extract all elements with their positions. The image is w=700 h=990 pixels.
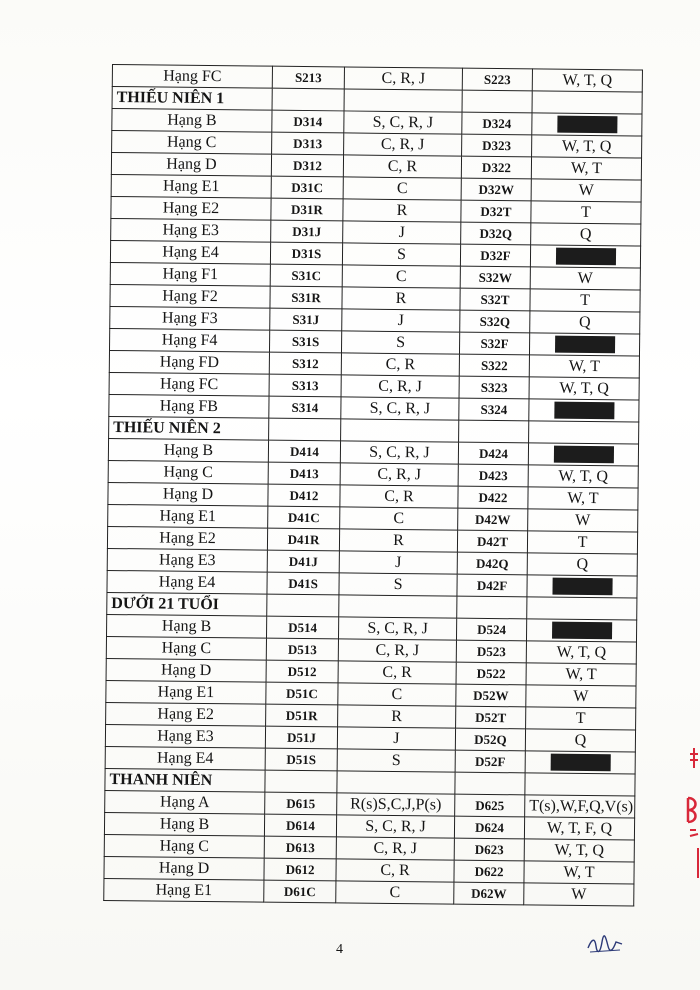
code-primary: D51S (265, 748, 337, 771)
empty-cell (532, 91, 642, 114)
code-primary: S213 (272, 66, 344, 89)
code-primary: D41R (267, 528, 339, 551)
redaction-box (554, 336, 614, 354)
code-secondary: D323 (462, 134, 532, 157)
empty-cell (457, 596, 527, 619)
equipment-primary: C, R (338, 661, 456, 684)
equipment-secondary: W, T, Q (524, 839, 634, 862)
rank-name: Hạng B (107, 614, 267, 638)
equipment-secondary: W, T (529, 355, 639, 378)
equipment-secondary (530, 245, 640, 268)
equipment-secondary (529, 399, 639, 422)
empty-cell (339, 595, 457, 618)
code-secondary: D52T (456, 706, 526, 729)
rank-name: Hạng C (108, 460, 268, 484)
code-secondary: D422 (458, 486, 528, 509)
empty-cell (267, 594, 339, 617)
equipment-secondary (529, 333, 639, 356)
equipment-secondary: W, T, Q (532, 135, 642, 158)
rank-name: Hạng E4 (110, 240, 270, 264)
rank-name: Hạng D (111, 153, 271, 177)
rank-name: Hạng E2 (107, 526, 267, 550)
redaction-box (555, 248, 615, 266)
equipment-primary: C (340, 507, 458, 530)
section-title: THIẾU NIÊN 2 (109, 416, 269, 440)
equipment-secondary: W, T (524, 861, 634, 884)
empty-cell (462, 90, 532, 113)
rank-name: Hạng C (112, 131, 272, 155)
code-secondary: D42T (457, 530, 527, 553)
code-secondary: D52Q (455, 728, 525, 751)
equipment-primary: R (343, 199, 461, 222)
equipment-primary: S, C, R, J (341, 397, 459, 420)
code-primary: D61C (264, 880, 336, 903)
empty-cell (344, 89, 462, 112)
page-number: 4 (336, 942, 343, 957)
rank-name: Hạng FC (109, 372, 269, 396)
code-primary: D51C (266, 682, 338, 705)
equipment-primary: C, R (343, 155, 461, 178)
code-secondary: D625 (455, 794, 525, 817)
redaction-box (550, 754, 610, 772)
code-secondary: D42F (457, 574, 527, 597)
equipment-primary: S, C, R, J (340, 441, 458, 464)
rank-name: Hạng FD (109, 350, 269, 374)
signature-mark (586, 934, 626, 956)
rank-name: Hạng D (106, 658, 266, 682)
section-title: THIẾU NIÊN 1 (112, 87, 272, 111)
code-primary: S31J (270, 308, 342, 331)
rank-name: Hạng F1 (110, 262, 270, 286)
rank-name: Hạng F4 (109, 328, 269, 352)
equipment-primary: C, R, J (344, 67, 462, 90)
empty-cell (272, 88, 344, 111)
code-primary: D31J (271, 220, 343, 243)
equipment-secondary: W, T, Q (532, 69, 642, 92)
code-secondary: S323 (459, 376, 529, 399)
code-secondary: D52F (455, 750, 525, 773)
equipment-primary: R (338, 705, 456, 728)
code-secondary: D522 (456, 662, 526, 685)
equipment-primary: S, C, R, J (336, 815, 454, 838)
rank-name: Hạng B (112, 109, 272, 133)
code-primary: D312 (271, 154, 343, 177)
equipment-secondary: W, T (526, 663, 636, 686)
equipment-primary: C (338, 683, 456, 706)
rank-name: Hạng FB (109, 394, 269, 418)
code-secondary: S32F (459, 332, 529, 355)
red-stamp-fragment (672, 748, 700, 878)
rank-name: Hạng E3 (105, 724, 265, 748)
empty-cell (337, 771, 455, 794)
code-secondary: S32W (460, 266, 530, 289)
empty-cell (265, 770, 337, 793)
section-title: DƯỚI 21 TUỔI (107, 592, 267, 616)
equipment-primary: S, C, R, J (338, 617, 456, 640)
rank-name: Hạng E1 (106, 680, 266, 704)
equipment-secondary: W (526, 685, 636, 708)
empty-cell (527, 597, 637, 620)
equipment-primary: S (339, 573, 457, 596)
equipment-secondary: T (527, 531, 637, 554)
rank-name: Hạng E1 (111, 174, 271, 198)
empty-cell (525, 773, 635, 796)
rank-name: Hạng D (108, 482, 268, 506)
code-primary: D31R (271, 198, 343, 221)
code-primary: S313 (269, 374, 341, 397)
code-primary: D51R (266, 704, 338, 727)
rank-name: Hạng F3 (110, 306, 270, 330)
rank-name: Hạng E2 (111, 196, 271, 220)
table-body (104, 65, 643, 907)
equipment-secondary: W, T, Q (528, 465, 638, 488)
equipment-primary: C (343, 177, 461, 200)
rank-name: Hạng E1 (104, 878, 264, 902)
code-primary: S314 (269, 396, 341, 419)
equipment-secondary: W (528, 509, 638, 532)
code-primary: D41S (267, 572, 339, 595)
empty-cell (341, 419, 459, 442)
equipment-primary: R(s)S,C,J,P(s) (337, 793, 455, 816)
rank-name: Hạng C (106, 636, 266, 660)
code-secondary: S32T (460, 288, 530, 311)
equipment-primary: J (343, 221, 461, 244)
rank-name: Hạng B (108, 438, 268, 462)
code-secondary: D42W (458, 508, 528, 531)
code-secondary: D524 (456, 618, 526, 641)
code-primary: S31C (270, 264, 342, 287)
redaction-box (554, 402, 614, 420)
code-secondary: S322 (459, 354, 529, 377)
equipment-primary: R (342, 287, 460, 310)
code-primary: D41J (267, 550, 339, 573)
code-primary: D51J (265, 726, 337, 749)
rank-name: Hạng F2 (110, 284, 270, 308)
code-primary: D615 (265, 792, 337, 815)
equipment-primary: C, R (340, 485, 458, 508)
rank-name: Hạng D (104, 856, 264, 880)
empty-cell (529, 421, 639, 444)
code-primary: D313 (272, 132, 344, 155)
code-secondary: S32Q (460, 310, 530, 333)
redaction-box (553, 446, 613, 464)
equipment-secondary: W (530, 267, 640, 290)
empty-cell (455, 772, 525, 795)
code-primary: D612 (264, 858, 336, 881)
equipment-primary: S, C, R, J (344, 111, 462, 134)
equipment-primary: J (342, 309, 460, 332)
code-secondary: D424 (458, 442, 528, 465)
code-primary: D414 (268, 440, 340, 463)
code-primary: S31R (270, 286, 342, 309)
code-secondary: D32T (461, 200, 531, 223)
equipment-primary: C (336, 881, 454, 904)
empty-cell (269, 418, 341, 441)
equipment-primary: J (339, 551, 457, 574)
equipment-primary: C, R (336, 859, 454, 882)
equipment-primary: S (342, 243, 460, 266)
code-primary: S312 (269, 352, 341, 375)
equipment-secondary: Q (525, 729, 635, 752)
classification-table (103, 64, 643, 907)
equipment-primary: S (337, 749, 455, 772)
code-secondary: D322 (461, 156, 531, 179)
code-secondary: D622 (454, 860, 524, 883)
equipment-secondary: W, T (531, 157, 641, 180)
code-secondary: S223 (462, 68, 532, 91)
code-secondary: D324 (462, 112, 532, 135)
code-secondary: D624 (454, 816, 524, 839)
code-primary: D412 (268, 484, 340, 507)
code-primary: D512 (266, 660, 338, 683)
rank-name: Hạng FC (112, 65, 272, 89)
code-secondary: S324 (459, 398, 529, 421)
code-secondary: D32F (460, 244, 530, 267)
equipment-secondary: W (524, 883, 634, 906)
section-title: THANH NIÊN (105, 768, 265, 792)
equipment-secondary: W, T, Q (529, 377, 639, 400)
equipment-primary: C, R, J (340, 463, 458, 486)
code-primary: D41C (268, 506, 340, 529)
equipment-primary: S (341, 331, 459, 354)
equipment-secondary: T (531, 201, 641, 224)
rank-name: Hạng C (104, 834, 264, 858)
equipment-secondary: T (530, 289, 640, 312)
code-secondary: D52W (456, 684, 526, 707)
redaction-box (557, 116, 617, 134)
equipment-primary: C, R, J (341, 375, 459, 398)
code-primary: D31S (270, 242, 342, 265)
redaction-box (552, 578, 612, 596)
equipment-secondary: T(s),W,F,Q,V(s) (525, 795, 635, 818)
equipment-primary: C, R (341, 353, 459, 376)
equipment-secondary: Q (527, 553, 637, 576)
code-primary: D314 (272, 110, 344, 133)
code-secondary: D623 (454, 838, 524, 861)
code-primary: D514 (266, 616, 338, 639)
equipment-primary: C, R, J (338, 639, 456, 662)
equipment-primary: J (337, 727, 455, 750)
equipment-secondary: T (526, 707, 636, 730)
equipment-secondary: W (531, 179, 641, 202)
rank-name: Hạng E3 (111, 218, 271, 242)
code-secondary: D423 (458, 464, 528, 487)
equipment-primary: C, R, J (344, 133, 462, 156)
redaction-box (552, 622, 612, 640)
table-row (104, 878, 634, 906)
equipment-primary: C, R, J (336, 837, 454, 860)
code-primary: D614 (264, 814, 336, 837)
code-secondary: D32Q (461, 222, 531, 245)
equipment-secondary: W, T, Q (526, 641, 636, 664)
equipment-secondary (525, 751, 635, 774)
equipment-secondary (528, 443, 638, 466)
equipment-secondary (526, 619, 636, 642)
code-secondary: D62W (454, 882, 524, 905)
equipment-secondary (532, 113, 642, 136)
rank-name: Hạng E2 (106, 702, 266, 726)
rank-name: Hạng B (104, 812, 264, 836)
equipment-secondary: Q (531, 223, 641, 246)
equipment-secondary: W, T, F, Q (524, 817, 634, 840)
equipment-primary: C (342, 265, 460, 288)
rank-name: Hạng E4 (105, 746, 265, 770)
rank-name: Hạng E1 (108, 504, 268, 528)
equipment-secondary: W, T (528, 487, 638, 510)
code-secondary: D32W (461, 178, 531, 201)
code-primary: D413 (268, 462, 340, 485)
code-primary: D513 (266, 638, 338, 661)
code-primary: D613 (264, 836, 336, 859)
equipment-secondary (527, 575, 637, 598)
rank-name: Hạng A (105, 790, 265, 814)
rank-name: Hạng E3 (107, 548, 267, 572)
rank-name: Hạng E4 (107, 570, 267, 594)
code-secondary: D42Q (457, 552, 527, 575)
code-primary: D31C (271, 176, 343, 199)
empty-cell (459, 420, 529, 443)
equipment-secondary: Q (530, 311, 640, 334)
code-secondary: D523 (456, 640, 526, 663)
equipment-primary: R (339, 529, 457, 552)
code-primary: S31S (269, 330, 341, 353)
